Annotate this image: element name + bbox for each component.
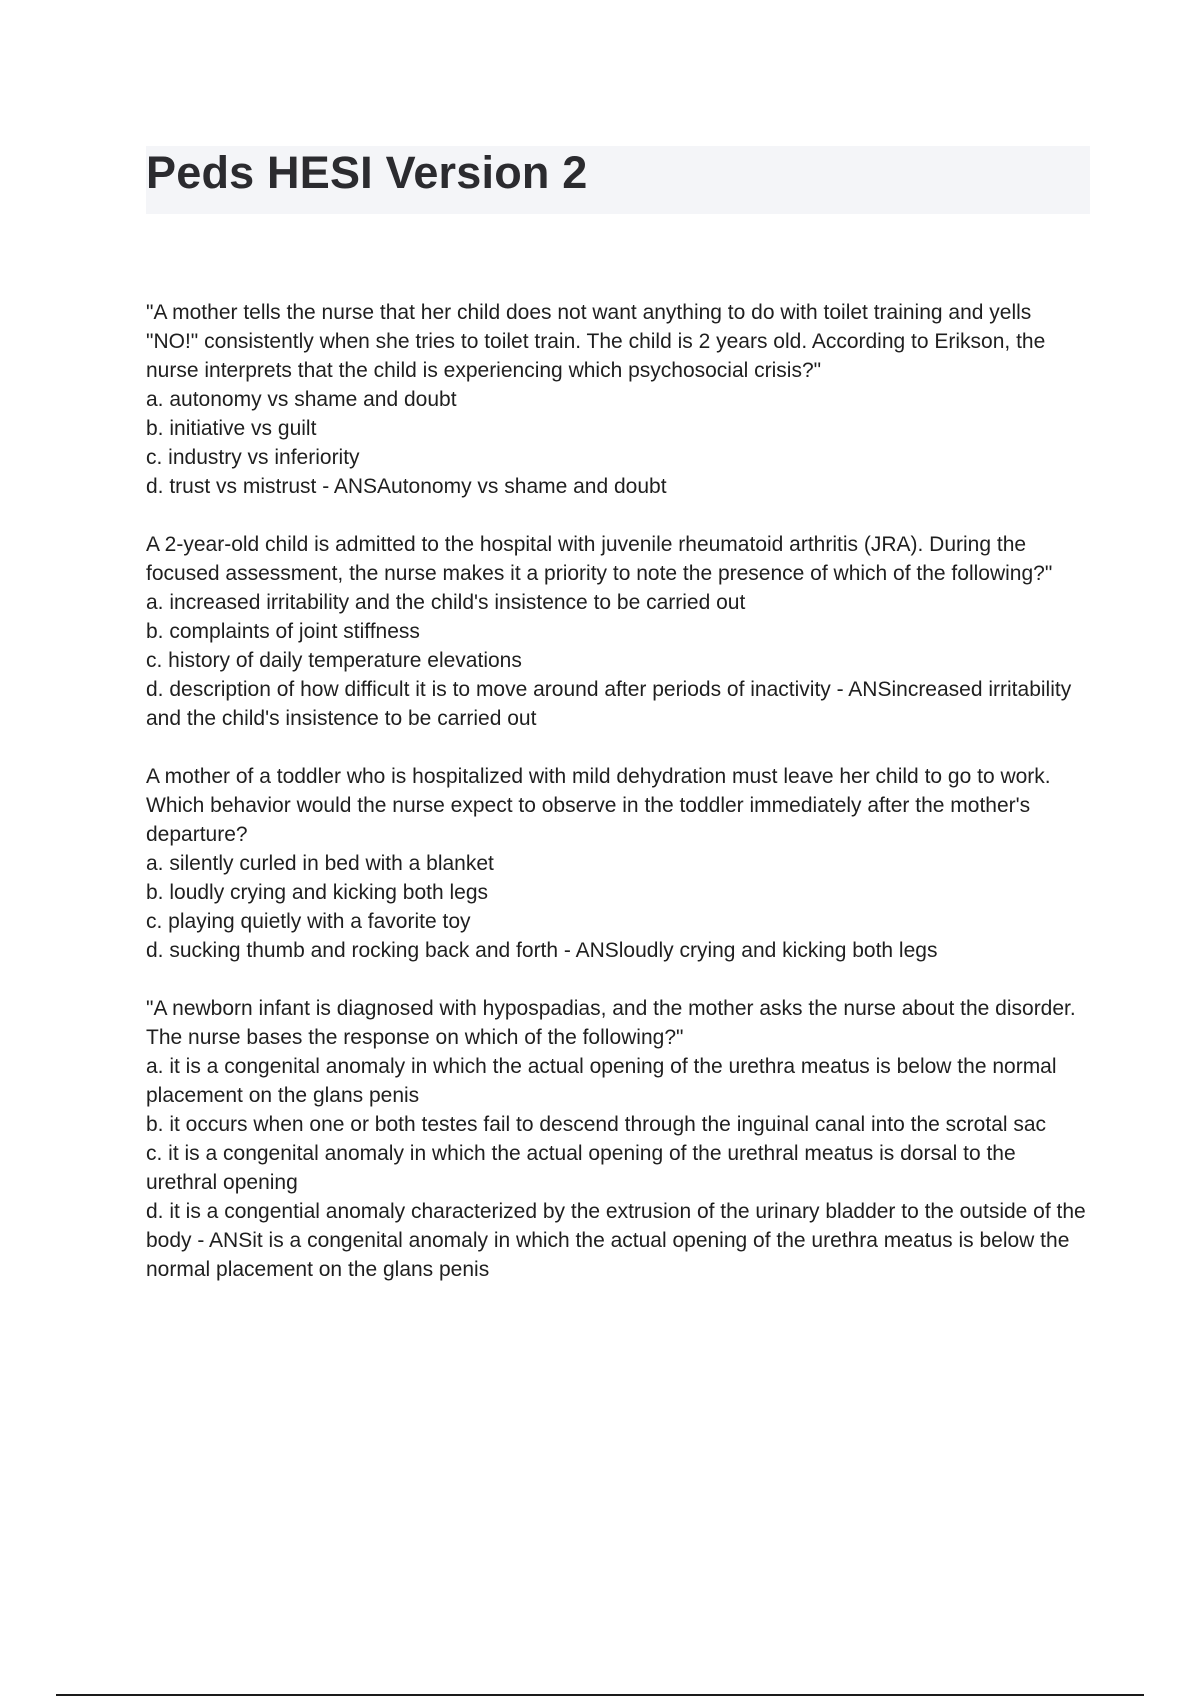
- answer-option: c. playing quietly with a favorite toy: [146, 910, 471, 933]
- question-block: [146, 994, 1086, 1284]
- answer-option: b. initiative vs guilt: [146, 417, 317, 440]
- answer-option: b. complaints of joint stiffness: [146, 620, 420, 643]
- answer-option: d. it is a congential anomaly characterized by the extrusion of the urinary bladder to the outside of the body - ANSit is a congenital anomaly in which the actual opening of the urethra meatus is below the normal placement on the glans penis: [146, 1200, 1086, 1281]
- answer-option: c. it is a congenital anomaly in which the actual opening of the urethral meatus is dorsal to the urethral opening: [146, 1142, 1016, 1194]
- answer-option: a. it is a congenital anomaly in which the actual opening of the urethra meatus is below the normal placement on the glans penis: [146, 1055, 1057, 1107]
- answer-option: d. description of how difficult it is to move around after periods of inactivity - ANSincreased irritability and the child's insistence to be carried out: [146, 678, 1072, 730]
- answer-option: c. history of daily temperature elevations: [146, 649, 522, 672]
- answer-option: c. industry vs inferiority: [146, 446, 360, 469]
- question-stem: "A mother tells the nurse that her child does not want anything to do with toilet training and yells "NO!" consistently when she tries to toilet train. The child is 2 years old. According to Erikson, the nurse interprets that the child is experiencing which psychosocial crisis?": [146, 301, 1046, 382]
- answer-option: d. trust vs mistrust - ANSAutonomy vs shame and doubt: [146, 475, 667, 498]
- answer-option: d. sucking thumb and rocking back and forth - ANSloudly crying and kicking both legs: [146, 939, 938, 962]
- page-title: Peds HESI Version 2: [146, 147, 588, 198]
- question-block: [146, 762, 1086, 965]
- answer-option: b. loudly crying and kicking both legs: [146, 881, 489, 904]
- answer-option: a. silently curled in bed with a blanket: [146, 852, 494, 875]
- question-stem: "A newborn infant is diagnosed with hypospadias, and the mother asks the nurse about the disorder. The nurse bases the response on which of the following?": [146, 997, 1076, 1049]
- answer-option: a. autonomy vs shame and doubt: [146, 388, 457, 411]
- question-block: [146, 298, 1086, 501]
- page-bottom-divider: [56, 1694, 1144, 1696]
- question-list: [146, 298, 1086, 1313]
- question-stem: A 2-year-old child is admitted to the hospital with juvenile rheumatoid arthritis (JRA). During the focused assessment, the nurse makes it a priority to note the presence of which of the following?": [146, 533, 1053, 585]
- question-stem: A mother of a toddler who is hospitalized with mild dehydration must leave her child to go to work. Which behavior would the nurse expect to observe in the toddler immediately after the mother's departure?: [146, 765, 1051, 846]
- answer-option: b. it occurs when one or both testes fail to descend through the inguinal canal into the scrotal sac: [146, 1113, 1047, 1136]
- answer-option: a. increased irritability and the child's insistence to be carried out: [146, 591, 746, 614]
- question-block: [146, 530, 1086, 733]
